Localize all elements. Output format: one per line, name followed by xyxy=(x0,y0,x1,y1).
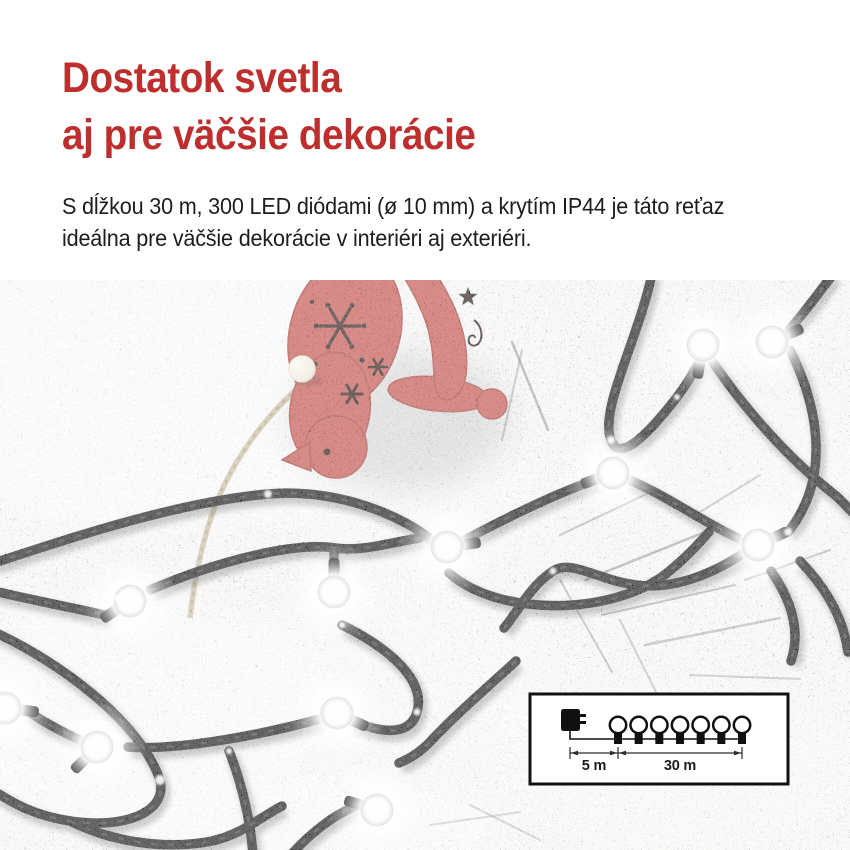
page-title xyxy=(62,50,766,164)
description-line-2: ideálna pre väčšie dekorácie v interiéri aj exteriéri. xyxy=(62,225,532,251)
description-line-1: S dĺžkou 30 m, 300 LED diódami (ø 10 mm) a krytím IP44 je táto reťaz xyxy=(62,193,725,219)
page-description xyxy=(62,190,766,254)
chain-length-label: 30 m xyxy=(663,758,697,774)
lead-length-label: 5 m xyxy=(581,758,607,774)
title-line-2: aj pre väčšie dekorácie xyxy=(62,111,476,159)
length-diagram xyxy=(530,694,788,784)
product-photo xyxy=(0,280,850,850)
header xyxy=(62,50,766,254)
led-bulb xyxy=(284,542,384,642)
title-line-1: Dostatok svetla xyxy=(62,54,342,102)
